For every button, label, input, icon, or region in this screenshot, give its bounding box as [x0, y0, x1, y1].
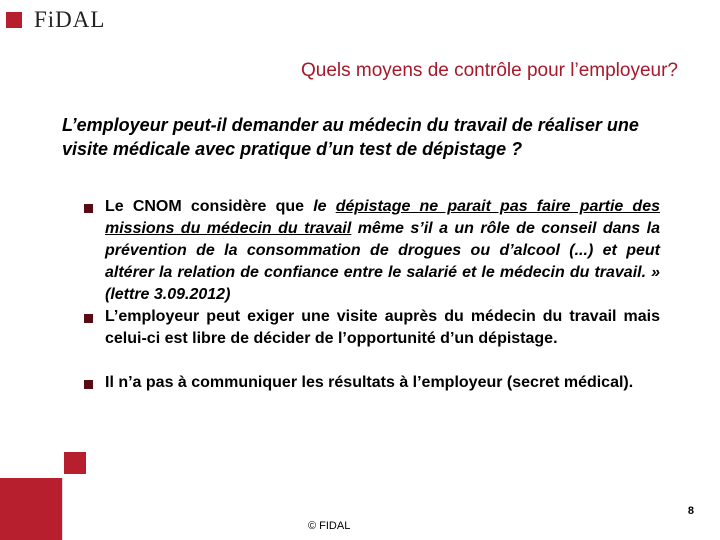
bullet-item-secret — [84, 372, 660, 394]
copyright: © FIDAL — [308, 520, 351, 532]
logo-square-icon — [6, 12, 22, 28]
bullet1-part4: même s’il a un rôle de conseil dans la prévention de la consommation de drogues ou d’alcool (...) et peut altérer la relation de confiance entre le salarié et le médecin du travail. — [105, 220, 660, 281]
slide-question: L’employeur peut-il demander au médecin du travail de réaliser une visite médicale avec pratique d’un test de dépistage ? — [62, 115, 639, 159]
bullet2-text: L’employeur peut exiger une visite auprès du médecin du travail mais celui-ci est libre de décider de l’opportunité d’un dépistage. — [105, 308, 660, 347]
bullet1-part1: Le CNOM considère que — [105, 198, 314, 215]
bullet-square-icon — [84, 204, 93, 213]
bullet1-part2: le — [313, 198, 336, 215]
fidal-logo — [6, 8, 105, 32]
bullet-square-icon — [84, 380, 93, 389]
bullet-square-icon — [84, 314, 93, 323]
bullet-item-cnom — [84, 196, 660, 306]
logo-text: FiDAL — [34, 7, 106, 32]
bullet1-source: » (lettre 3.09.2012) — [105, 264, 660, 303]
divider-line — [62, 478, 63, 540]
page-number: 8 — [687, 505, 694, 517]
decorative-red-block — [0, 478, 62, 540]
bullet3-text: Il n’a pas à communiquer les résultats à l’employeur (secret médical). — [105, 374, 634, 391]
bullet1-underlined: dépistage ne parait pas faire partie des missions du médecin du travail — [105, 198, 661, 237]
bullet-list — [84, 196, 660, 394]
decorative-red-square — [64, 452, 86, 474]
slide-title: Quels moyens de contrôle pour l’employeur? — [300, 60, 678, 81]
bullet-item-employeur — [84, 306, 660, 350]
